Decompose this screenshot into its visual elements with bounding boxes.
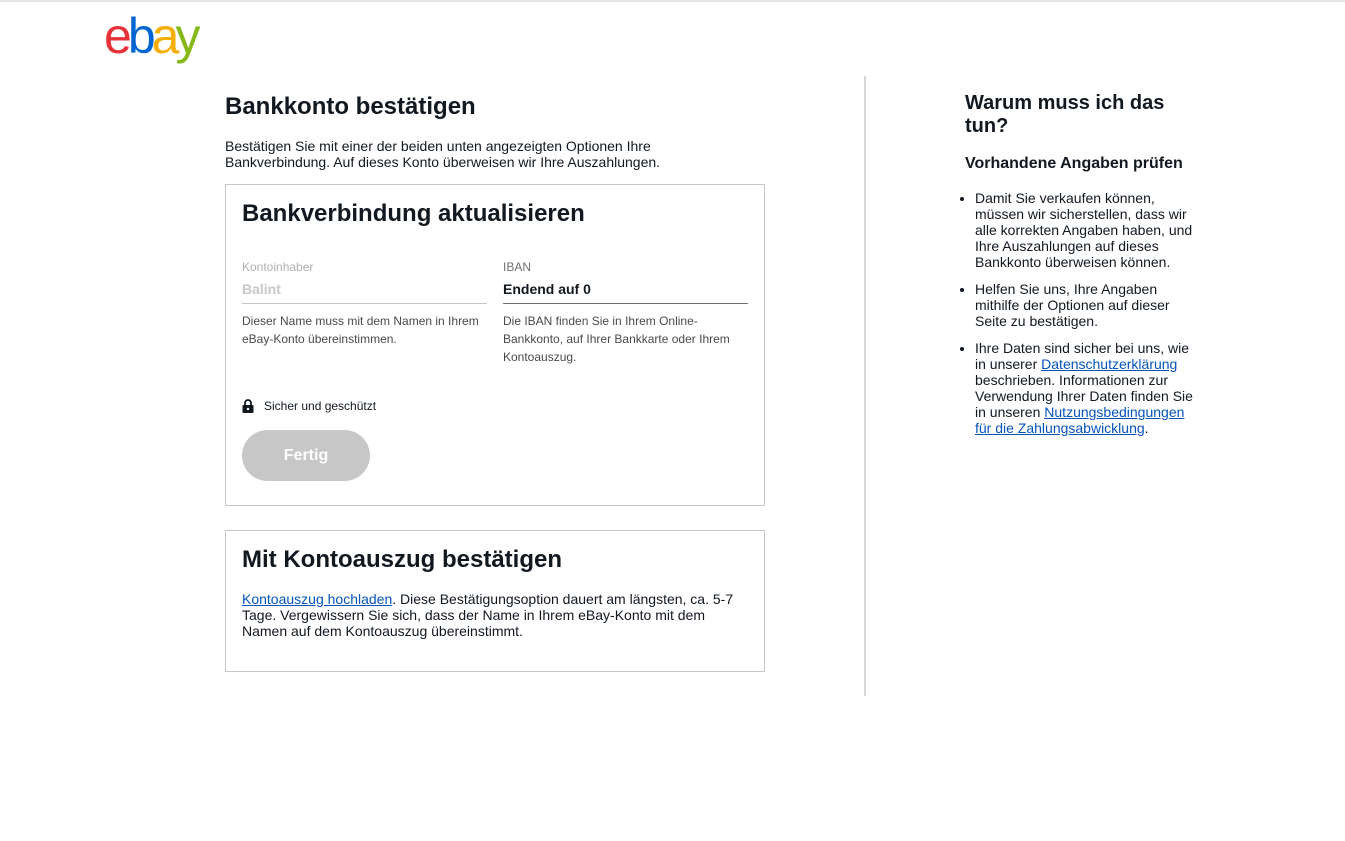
- iban-help: Die IBAN finden Sie in Ihrem Online-Bankkonto, auf Ihrer Bankkarte oder Ihrem Kontoauszug.: [503, 314, 730, 364]
- ebay-logo[interactable]: [104, 10, 196, 62]
- vertical-divider: [864, 76, 866, 696]
- sidebar-list: [965, 190, 1195, 436]
- account-holder-help: Dieser Name muss mit dem Namen in Ihrem eBay-Konto übereinstimmen.: [242, 314, 479, 346]
- top-divider: [0, 0, 1345, 2]
- help-sidebar: [965, 92, 1195, 447]
- iban-label: IBAN: [503, 260, 532, 274]
- bank-details-card: [225, 184, 765, 506]
- sidebar-title: Warum muss ich das tun?: [965, 92, 1165, 137]
- statement-text: . Diese Bestätigungsoption dauert am längsten, ca. 5-7 Tage. Vergewissern Sie sich, dass der Name in Ihrem eBay-Konto mit dem Namen auf dem Kontoauszug übereinstimmt.: [242, 591, 734, 639]
- statement-card: [225, 530, 765, 672]
- sidebar-list-item: • Damit Sie verkaufen können, müssen wir sicherstellen, dass wir alle korrekten Angaben haben, und Ihre Auszahlungen auf dieses Bankkonto überweisen können.: [975, 190, 1195, 270]
- iban-input[interactable]: Endend auf 0: [503, 280, 748, 304]
- sidebar-item3-post: .: [1144, 420, 1149, 436]
- page-title: Bankkonto bestätigen: [225, 93, 476, 120]
- payment-terms-link[interactable]: Nutzungsbedingungen für die Zahlungsabwicklung: [975, 404, 1185, 436]
- sidebar-item3-mid: beschrieben. Informationen zur Verwendung Ihrer Daten finden Sie in unseren: [975, 372, 1193, 420]
- privacy-policy-link[interactable]: Datenschutzerklärung: [1041, 356, 1178, 372]
- statement-card-title: Mit Kontoauszug bestätigen: [242, 546, 562, 573]
- iban-field[interactable]: [503, 260, 748, 366]
- secure-notice: [242, 399, 376, 413]
- page-description: Bestätigen Sie mit einer der beiden unten angezeigten Optionen Ihre Bankverbindung. Auf dieses Konto überweisen wir Ihre Auszahlungen.: [225, 138, 661, 170]
- sidebar-list-item: [975, 340, 1195, 436]
- lock-icon: [242, 399, 254, 413]
- sidebar-subtitle: Vorhandene Angaben prüfen: [965, 155, 1183, 172]
- logo-letter-b: b: [127, 8, 152, 64]
- main-content: [225, 76, 765, 639]
- sidebar-item3-pre: Ihre Daten sind sicher bei uns, wie in unserer: [975, 340, 1189, 372]
- logo-letter-a: a: [151, 8, 176, 64]
- sidebar-list-item: • Helfen Sie uns, Ihre Angaben mithilfe der Optionen auf dieser Seite zu bestätigen.: [975, 281, 1195, 329]
- statement-description: [242, 591, 750, 639]
- upload-statement-link[interactable]: Kontoauszug hochladen: [242, 591, 393, 607]
- logo-letter-y: y: [175, 8, 197, 64]
- account-holder-label: Kontoinhaber: [242, 260, 314, 274]
- account-holder-field: [242, 260, 487, 348]
- account-holder-input: Balint: [242, 280, 487, 304]
- done-button[interactable]: Fertig: [242, 430, 370, 481]
- logo-letter-e: e: [104, 8, 128, 64]
- secure-text: Sicher und geschützt: [264, 399, 377, 413]
- bank-card-title: Bankverbindung aktualisieren: [242, 200, 585, 227]
